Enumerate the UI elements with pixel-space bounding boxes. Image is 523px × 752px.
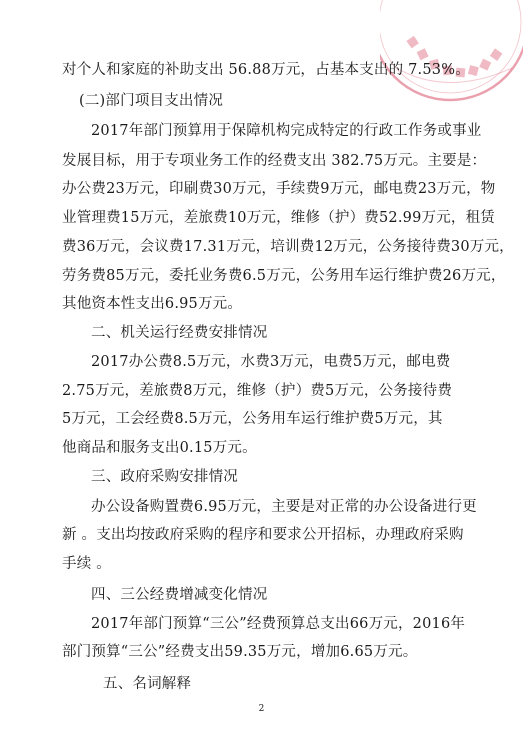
- official-seal-stamp: [380, 0, 523, 104]
- text-line: 2017办公费8.5万元，水费3万元，电费5万元，邮电费: [91, 354, 451, 370]
- text-line: 对个人和家庭的补助支出 56.88万元，占基本支出的 7.53%。: [62, 62, 470, 78]
- section-heading: (二)部门项目支出情况: [79, 93, 224, 109]
- section-heading: 三、政府采购安排情况: [91, 469, 238, 485]
- text-line: 发展目标，用于专项业务工作的经费支出 382.75万元。主要是：: [62, 153, 487, 169]
- text-line: 办公设备购置费6.95万元，主要是对正常的办公设备进行更: [91, 499, 477, 515]
- text-line: 业管理费15万元，差旅费10万元，维修（护）费52.99万元，租赁: [62, 210, 496, 226]
- text-line: 他商品和服务支出0.15万元。: [62, 440, 257, 456]
- text-line: 新 。支出均按政府采购的程序和要求公开招标，办理政府采购: [62, 527, 464, 543]
- section-heading: 五、名词解释: [103, 676, 192, 692]
- section-heading: 二、机关运行经费安排情况: [91, 325, 268, 341]
- text-line: 劳务费85万元，委托业务费6.5万元，公务用车运行维护费26万元，: [62, 268, 506, 284]
- section-heading: 四、三公经费增减变化情况: [91, 587, 268, 603]
- seal-graphic: [380, 0, 523, 104]
- text-line: 2017年部门预算“三公”经费预算总支出66万元，2016年: [91, 616, 466, 632]
- text-line: 其他资本性支出6.95万元。: [62, 296, 243, 312]
- text-line: 费36万元，会议费17.31万元，培训费12万元，公务接待费30万元，: [62, 239, 514, 255]
- text-line: 手续 。: [62, 556, 111, 572]
- page-number: 2: [258, 704, 265, 714]
- text-line: 5万元，工会经费8.5万元，公务用车运行维护费5万元，其: [62, 411, 443, 427]
- text-line: 办公费23万元，印刷费30万元，手续费9万元，邮电费23万元，物: [62, 181, 496, 197]
- text-line: 部门预算“三公”经费支出59.35万元，增加6.65万元。: [62, 644, 418, 660]
- text-line: 2.75万元，差旅费8万元，维修（护）费5万元，公务接待费: [62, 383, 453, 399]
- text-line: 2017年部门预算用于保障机构完成特定的行政工作务或事业: [91, 123, 482, 139]
